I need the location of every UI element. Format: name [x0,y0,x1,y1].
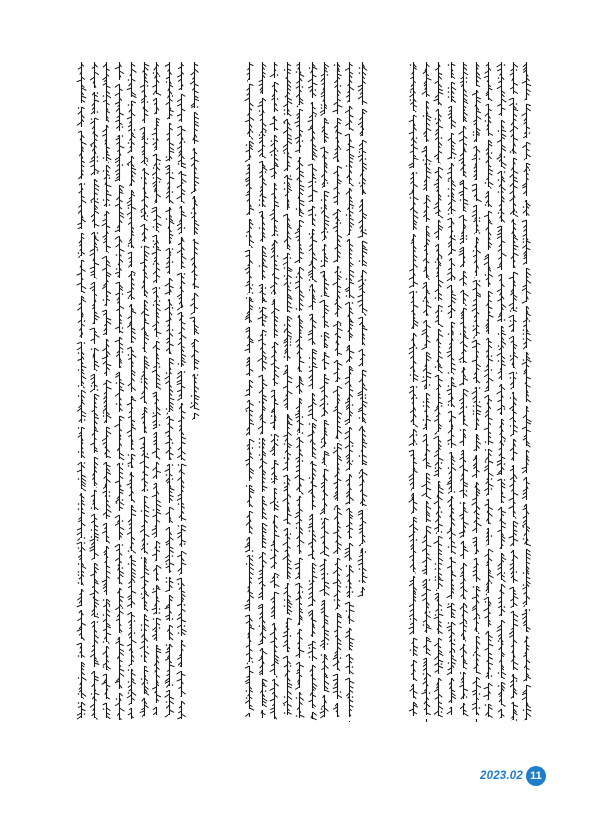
text-line [483,62,494,722]
text-line [357,62,368,722]
text-line [282,62,293,722]
text-line [257,62,268,722]
text-line [344,62,355,722]
page-number-badge: 11 [526,766,546,786]
text-line [294,62,305,722]
text-line [521,62,532,722]
text-line [471,62,482,722]
text-line [408,62,419,722]
text-column-middle [244,62,376,722]
text-line [496,62,507,722]
text-line [176,62,187,722]
text-line [433,62,444,722]
issue-date: 2023.02 [480,770,523,782]
text-line [319,62,330,722]
text-line [446,62,457,722]
text-line [76,62,87,722]
text-line [189,62,200,722]
text-line [114,62,125,722]
text-line [126,62,137,722]
text-line [89,62,100,722]
text-line [421,62,432,722]
text-line [307,62,318,722]
text-line [139,62,150,722]
text-line [244,62,255,722]
text-line [164,62,175,722]
text-line [332,62,343,722]
text-line [508,62,519,722]
text-column-left [76,62,208,722]
page-folio [480,766,546,786]
text-line [101,62,112,722]
text-column-right [408,62,540,722]
text-line [151,62,162,722]
text-line [458,62,469,722]
text-line [269,62,280,722]
